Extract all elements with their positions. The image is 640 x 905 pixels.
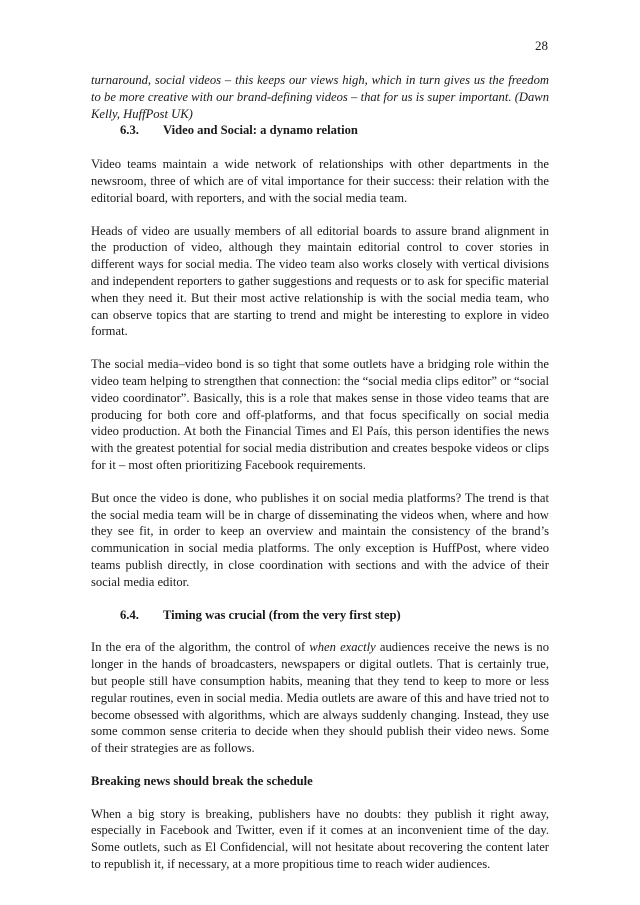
body-paragraph: The social media–video bond is so tight that some outlets have a bridging role within the video team helping to strengthen that connection: the “social media clips editor” or “social video coordinator”. Basically, this is a role that makes sense in those video teams that are producing for both core and off-platforms, and that focus specifically on social media video production. At both the Financial Times and El País, this person identifies the news with the greatest potential for social media distribution and creates bespoke videos or clips for it – most often prioritizing Facebook requirements. [91, 357, 549, 472]
subsection-heading: Breaking news should break the schedule [91, 773, 313, 788]
text-run: In the era of the algorithm, the control of [91, 640, 310, 655]
section-title: Timing was crucial (from the very first step) [163, 607, 401, 622]
text-run: audiences receive the news is no longer in the hands of broadcasters, newspapers or digital outlets. That is certainly true, but people still have consumption habits, meaning that they tend to keep to more or less regular routines, even in social media. Media outlets are aware of this and have tried not to become obsessed with algorithms, which are always suddenly changing. Instead, they use some common sense criteria to decide when they should publish their video news. Some of their strategies are as follows. [91, 640, 549, 756]
section-number: 6.3. [120, 123, 139, 138]
section-title: Video and Social: a dynamo relation [163, 123, 358, 138]
body-paragraph [91, 639, 549, 757]
section-number: 6.4. [120, 607, 139, 622]
section-heading-6-3 [91, 122, 549, 139]
body-paragraph: But once the video is done, who publishes it on social media platforms? The trend is that the social media team will be in charge of disseminating the videos when, where and how they see fit, in order to keep an overview and maintain the consistency of the brand’s communication in social media platforms. The only exception is HuffPost, where video teams publish directly, in close coordination with sections and with the advice of their social media editor. [91, 490, 549, 589]
body-paragraph: Heads of video are usually members of all editorial boards to assure brand alignment in the production of video, although they maintain editorial control to cover stories in different ways for social media. The video team also works closely with vertical divisions and independent reporters to gather suggestions and requests or to ask for specific material when they need it. But their most active relationship is with the social media team, who can observe topics that are starting to trend and might be interesting to explore in video format. [91, 223, 549, 339]
body-paragraph: Video teams maintain a wide network of relationships with other departments in the newsroom, three of which are of vital importance for their success: their relation with the editorial board, with reporters, and with the social media team. [91, 157, 549, 205]
emphasis-text: when exactly [309, 640, 376, 655]
page-content [91, 72, 549, 889]
interview-quote: turnaround, social videos – this keeps our views high, which in turn gives us the freedom to be more creative with our brand-defining videos – that for us is super important. (Dawn Kelly, HuffPost UK) [91, 73, 549, 121]
section-heading-6-4 [91, 607, 549, 624]
page-number: 28 [535, 38, 548, 53]
body-paragraph: When a big story is breaking, publishers have no doubts: they publish it right away, especially in Facebook and Twitter, even if it comes at an inconvenient time of the day. Some outlets, such as El Confidencial, will not hesitate about recovering the content later to republish it, if necessary, at a more propitious time to reach wider audiences. [91, 806, 549, 872]
